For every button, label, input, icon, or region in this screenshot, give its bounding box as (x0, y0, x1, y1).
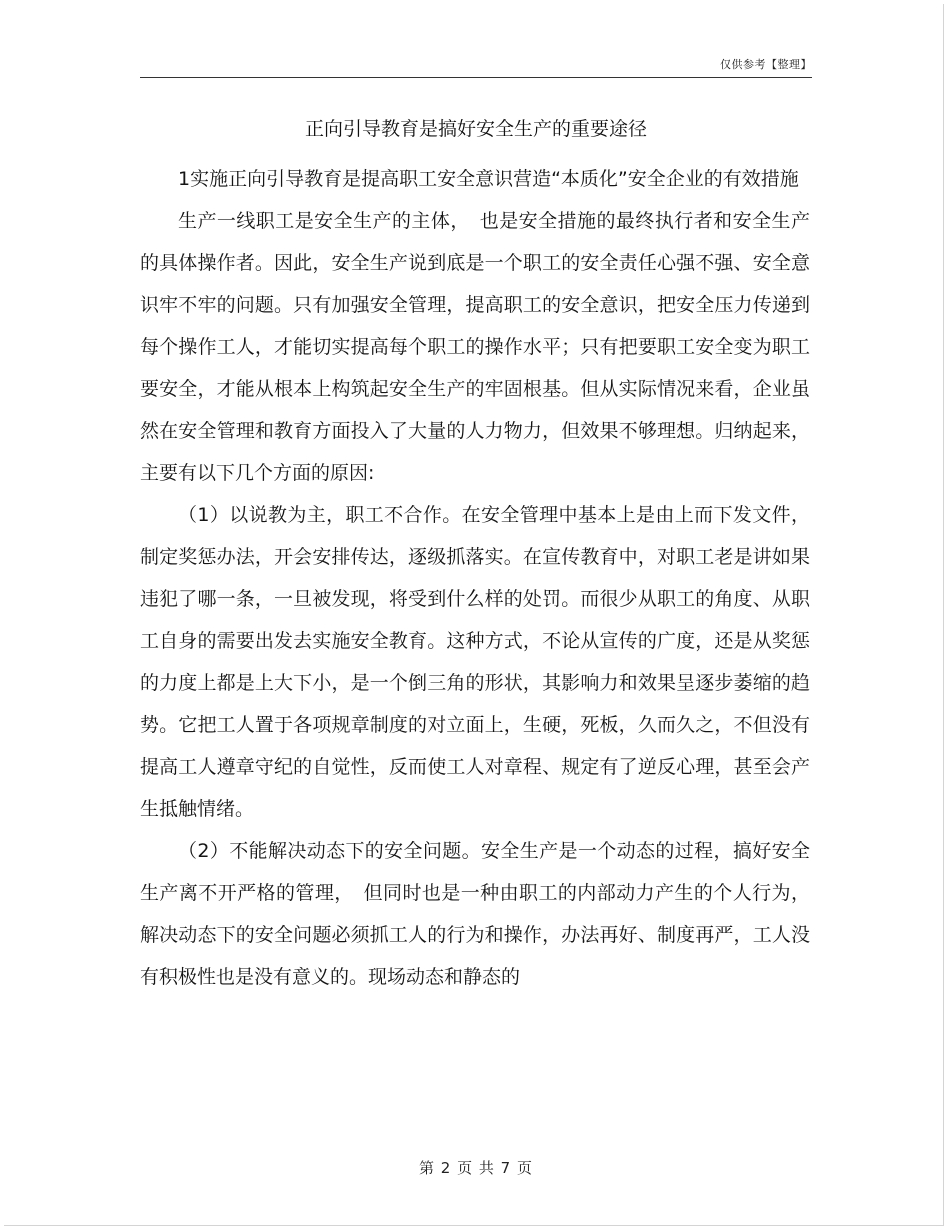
document-title: 正向引导教育是搞好安全生产的重要途径 (304, 118, 647, 140)
page-number: 第 2 页 共 7 页 (419, 1159, 533, 1177)
paragraph-reason-2: （2）不能解决动态下的安全问题。安全生产是一个动态的过程，搞好安全生产离不开严格的管理， 但同时也是一种由职工的内部动力产生的个人行为，解决动态下的安全问题必须抓工人的行为和操作，办法再好、制度再严，工人没有积极性也是没有意义的。现场动态和静态的 (140, 840, 810, 988)
paragraph-heading: 1实施正向引导教育是提高职工安全意识营造“本质化”安全企业的有效措施 (178, 168, 799, 190)
paragraph-reason-1: （1）以说教为主，职工不合作。在安全管理中基本上是由上而下发文件，制定奖惩办法，开会安排传达，逐级抓落实。在宣传教育中，对职工老是讲如果违犯了哪一条，一旦被发现，将受到什么样的处罚。而很少从职工的角度、从职工自身的需要出发去实施安全教育。这种方式，不论从宣传的广度，还是从奖惩的力度上都是上大下小，是一个倒三角的形状，其影响力和效果呈逐步萎缩的趋势。它把工人置于各项规章制度的对立面上，生硬，死板，久而久之，不但没有提高工人遵章守纪的自觉性，反而使工人对章程、规定有了逆反心理，甚至会产生抵触情绪。 (140, 504, 810, 820)
document-body (140, 158, 810, 998)
header-divider (140, 77, 812, 78)
paragraph-intro: 生产一线职工是安全生产的主体， 也是安全措施的最终执行者和安全生产的具体操作者。因此，安全生产说到底是一个职工的安全责任心强不强、安全意识牢不牢的问题。只有加强安全管理，提高职工的安全意识，把安全压力传递到每个操作工人，才能切实提高每个职工的操作水平；只有把要职工安全变为职工要安全，才能从根本上构筑起安全生产的牢固根基。但从实际情况来看，企业虽然在安全管理和教育方面投入了大量的人力物力，但效果不够理想。归纳起来，主要有以下几个方面的原因: (140, 210, 810, 484)
header-note: 仅供参考【整理】 (720, 58, 812, 71)
